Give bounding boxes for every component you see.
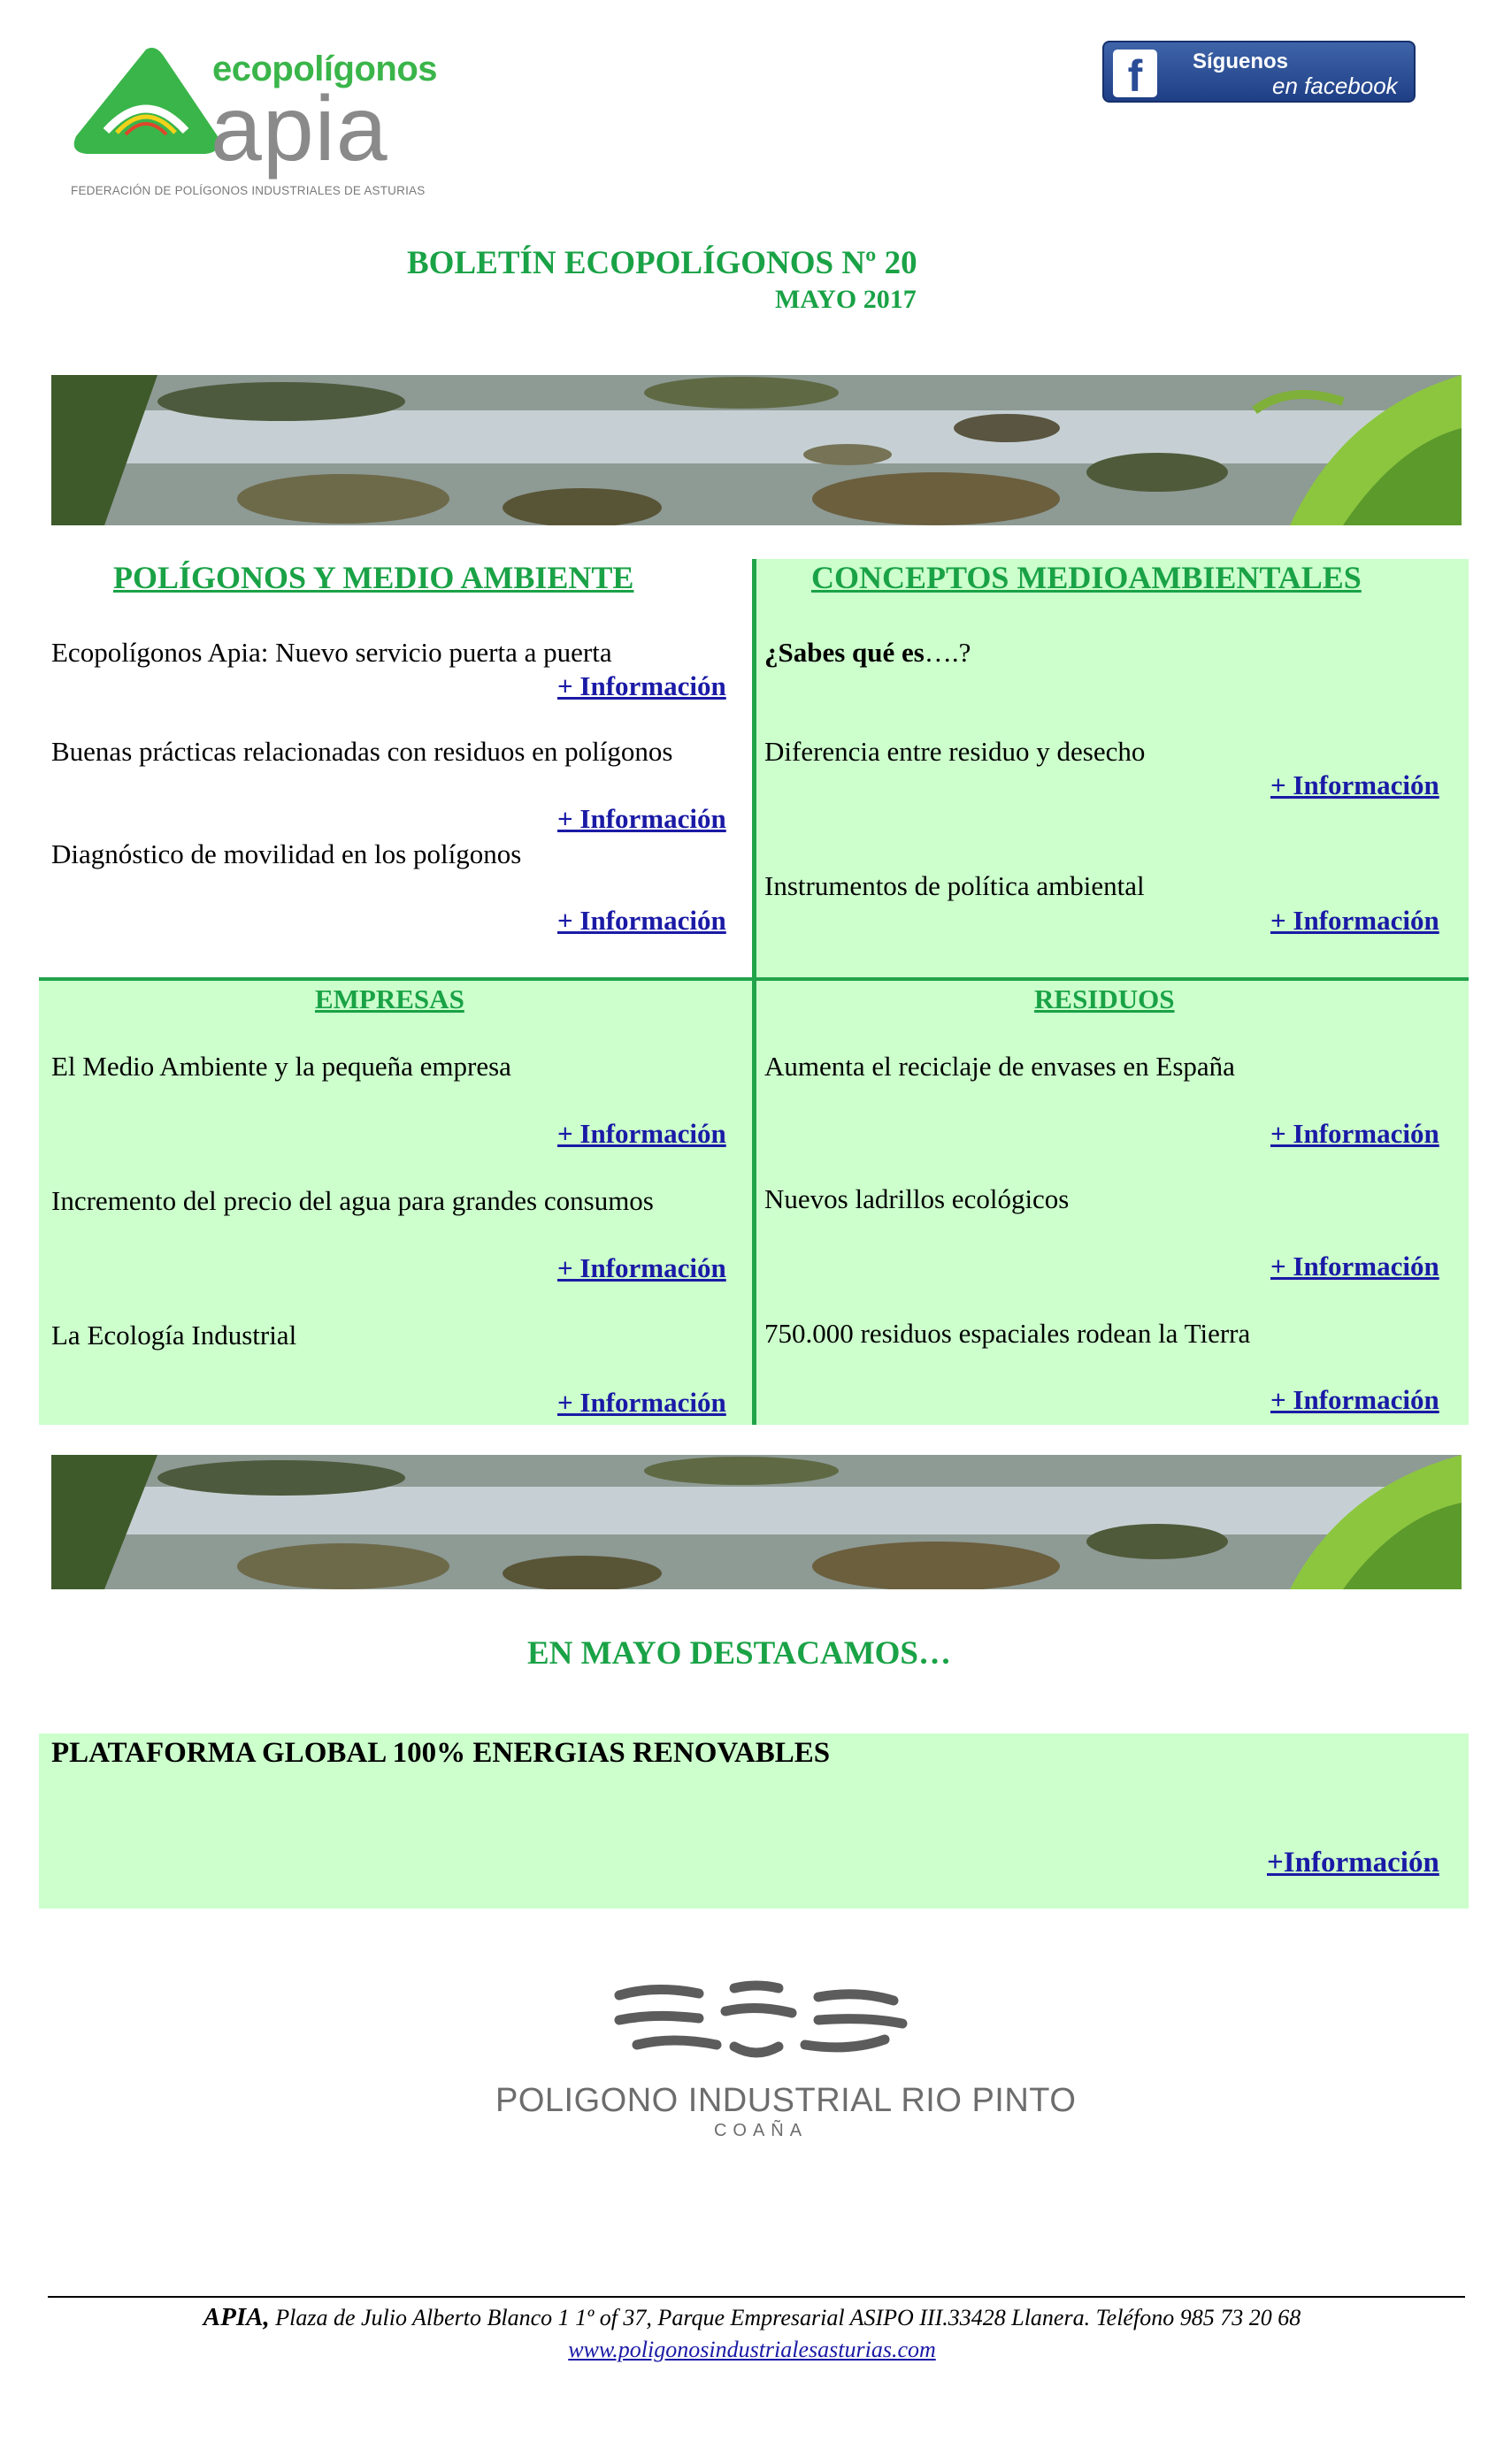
logo-federation-text: FEDERACIÓN DE POLÍGONOS INDUSTRIALES DE ASTURIAS [71,184,426,197]
rio-pinto-logo [495,1978,1077,2154]
footer-divider [48,2296,1465,2298]
sponsor-town: COAÑA [713,2121,809,2140]
article-title: La Ecología Industrial [51,1320,297,1351]
concept-intro [764,637,971,669]
river-banner-image [51,375,1462,525]
footer-address-text: Plaza de Julio Alberto Blanco 1 1º of 37, Parque Empresarial ASIPO III.33428 Llanera. Teléfono 985 73 20 68 [275,2305,1301,2330]
rio-pinto-emblem-icon [602,1978,920,2075]
logo-apia-text: apia [211,78,388,180]
section-heading-empresas: EMPRESAS [315,983,464,1014]
sponsor-name: POLIGONO INDUSTRIAL RIO PINTO [495,2082,1077,2119]
more-info-link[interactable]: + Información [1270,1118,1439,1149]
more-info-link[interactable]: + Información [1270,769,1439,800]
logo-ecopoligonos-text: ecopolígonos [212,50,437,88]
article-title: Incremento del precio del agua para grandes consumos [51,1185,654,1216]
concept-intro-bold: ¿Sabes qué es [764,637,925,668]
newsletter-date: MAYO 2017 [775,285,917,314]
facebook-icon: f [1113,50,1157,97]
more-info-link[interactable]: + Información [1270,905,1439,936]
highlight-title: EN MAYO DESTACAMOS… [527,1635,951,1672]
more-info-link[interactable]: + Información [557,905,726,936]
facebook-follow-button[interactable] [1102,41,1416,103]
article-title: Diagnóstico de movilidad en los polígonos [51,838,522,869]
newsletter-title: BOLETÍN ECOPOLÍGONOS Nº 20 [407,245,917,281]
apia-triangle-logo-icon [71,44,221,159]
facebook-label-2: en facebook [1272,73,1398,99]
more-info-link[interactable]: + Información [1270,1384,1439,1415]
more-info-link[interactable]: + Información [557,1118,726,1149]
article-title: Nuevos ladrillos ecológicos [764,1183,1070,1214]
more-info-link[interactable]: + Información [557,1387,726,1418]
river-illustration [51,375,1462,525]
article-title: Aumenta el reciclaje de envases en España [764,1051,1235,1082]
river-illustration [51,1455,1462,1589]
more-info-link[interactable]: + Información [557,1252,726,1283]
section-heading-conceptos: CONCEPTOS MEDIOAMBIENTALES [811,560,1362,595]
more-info-link[interactable]: + Información [1270,1251,1439,1282]
section-heading-residuos: RESIDUOS [1034,983,1175,1014]
river-banner-image [51,1455,1462,1589]
highlight-headline: PLATAFORMA GLOBAL 100% ENERGIAS RENOVABLES [51,1737,831,1769]
article-title: 750.000 residuos espaciales rodean la Tierra [764,1318,1251,1349]
article-title: Buenas prácticas relacionadas con residuos en polígonos [51,736,673,767]
footer-org: APIA, [203,2303,270,2331]
article-title: El Medio Ambiente y la pequeña empresa [51,1051,511,1082]
grid-horizontal-divider [39,977,1469,981]
more-info-link[interactable]: + Información [557,803,726,834]
article-title: Ecopolígonos Apia: Nuevo servicio puerta a puerta [51,637,612,668]
article-title: Instrumentos de política ambiental [764,870,1145,901]
facebook-label-1: Síguenos [1193,50,1289,73]
article-title: Diferencia entre residuo y desecho [764,736,1146,767]
more-info-link[interactable]: + Información [557,670,726,701]
footer-website-link[interactable]: www.poligonosindustrialesasturias.com [568,2337,936,2362]
highlight-more-info-link[interactable]: +Información [1267,1847,1439,1879]
footer-address [0,2303,1504,2332]
grid-vertical-divider [752,559,756,1425]
section-heading-poligonos: POLÍGONOS Y MEDIO AMBIENTE [113,560,634,595]
concept-intro-rest: ….? [924,637,971,668]
apia-logo [71,44,451,203]
